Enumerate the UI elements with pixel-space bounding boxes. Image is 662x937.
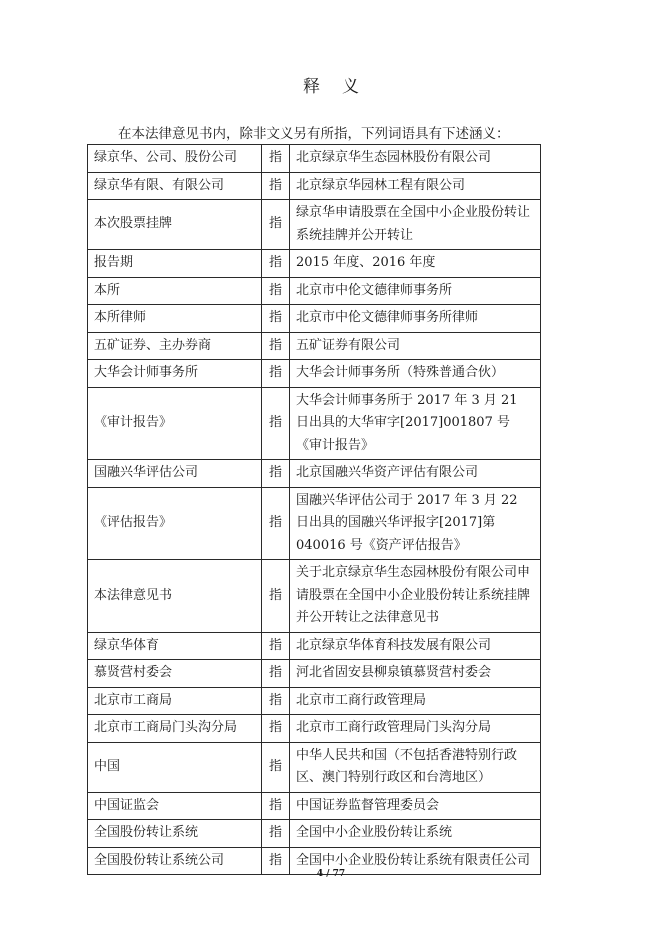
page-number: 4 / 77 (316, 869, 346, 879)
table-row (88, 360, 541, 388)
ref-cell: 指 (262, 305, 290, 333)
term-cell: 本次股票挂牌 (88, 200, 262, 250)
definition-cell: 北京绿京华生态园林股份有限公司 (290, 145, 541, 173)
intro-paragraph: 在本法律意见书内，除非文义另有所指，下列词语具有下述涵义： (118, 126, 510, 142)
definition-cell: 北京国融兴华资产评估有限公司 (290, 460, 541, 488)
term-cell: 本所律师 (88, 305, 262, 333)
table-row (88, 820, 541, 848)
definition-cell: 北京市中伦文德律师事务所 (290, 277, 541, 305)
term-cell: 慕贤营村委会 (88, 660, 262, 688)
definition-cell: 国融兴华评估公司于 2017 年 3 月 22 日出具的国融兴华评报字[2017]第 040016 号《资产评估报告》 (290, 487, 541, 560)
definition-cell: 北京市工商行政管理局门头沟分局 (290, 715, 541, 743)
ref-cell: 指 (262, 200, 290, 250)
term-cell: 全国股份转让系统公司 (88, 847, 262, 875)
definition-cell: 河北省固安县柳泉镇慕贤营村委会 (290, 660, 541, 688)
table-row (88, 145, 541, 173)
term-cell: 北京市工商局 (88, 687, 262, 715)
table-row (88, 632, 541, 660)
page-title: 释义 (303, 77, 381, 97)
ref-cell: 指 (262, 487, 290, 560)
definition-cell: 北京市工商行政管理局 (290, 687, 541, 715)
term-cell: 绿京华、公司、股份公司 (88, 145, 262, 173)
definition-cell: 全国中小企业股份转让系统有限责任公司 (290, 847, 541, 875)
definition-cell: 大华会计师事务所于 2017 年 3 月 21 日出具的大华审字[2017]001807 号《审计报告》 (290, 387, 541, 460)
term-cell: 本所 (88, 277, 262, 305)
table-row (88, 277, 541, 305)
table-row (88, 792, 541, 820)
definition-cell: 关于北京绿京华生态园林股份有限公司申请股票在全国中小企业股份转让系统挂牌并公开转让之法律意见书 (290, 560, 541, 633)
ref-cell: 指 (262, 847, 290, 875)
term-cell: 五矿证券、主办券商 (88, 332, 262, 360)
term-cell: 报告期 (88, 250, 262, 278)
definition-cell: 北京绿京华园林工程有限公司 (290, 172, 541, 200)
table-row (88, 305, 541, 333)
ref-cell: 指 (262, 820, 290, 848)
term-cell: 北京市工商局门头沟分局 (88, 715, 262, 743)
term-cell: 绿京华有限、有限公司 (88, 172, 262, 200)
ref-cell: 指 (262, 742, 290, 792)
term-cell: 中国证监会 (88, 792, 262, 820)
table-row (88, 742, 541, 792)
table-row (88, 332, 541, 360)
definition-cell: 2015 年度、2016 年度 (290, 250, 541, 278)
table-row (88, 250, 541, 278)
term-cell: 绿京华体育 (88, 632, 262, 660)
ref-cell: 指 (262, 387, 290, 460)
ref-cell: 指 (262, 632, 290, 660)
definition-cell: 中国证券监督管理委员会 (290, 792, 541, 820)
ref-cell: 指 (262, 660, 290, 688)
ref-cell: 指 (262, 715, 290, 743)
table-row (88, 172, 541, 200)
table-row (88, 660, 541, 688)
table-row (88, 460, 541, 488)
ref-cell: 指 (262, 332, 290, 360)
definition-cell: 全国中小企业股份转让系统 (290, 820, 541, 848)
definition-cell: 大华会计师事务所（特殊普通合伙） (290, 360, 541, 388)
term-cell: 本法律意见书 (88, 560, 262, 633)
definition-cell: 五矿证券有限公司 (290, 332, 541, 360)
ref-cell: 指 (262, 277, 290, 305)
definition-cell: 北京绿京华体育科技发展有限公司 (290, 632, 541, 660)
ref-cell: 指 (262, 460, 290, 488)
definition-cell: 绿京华申请股票在全国中小企业股份转让系统挂牌并公开转让 (290, 200, 541, 250)
definition-cell: 北京市中伦文德律师事务所律师 (290, 305, 541, 333)
definition-cell: 中华人民共和国（不包括香港特别行政区、澳门特别行政区和台湾地区） (290, 742, 541, 792)
table-row (88, 200, 541, 250)
term-cell: 《评估报告》 (88, 487, 262, 560)
ref-cell: 指 (262, 560, 290, 633)
ref-cell: 指 (262, 687, 290, 715)
table-row (88, 387, 541, 460)
ref-cell: 指 (262, 792, 290, 820)
term-cell: 国融兴华评估公司 (88, 460, 262, 488)
table-row (88, 687, 541, 715)
ref-cell: 指 (262, 172, 290, 200)
ref-cell: 指 (262, 250, 290, 278)
table-row (88, 487, 541, 560)
term-cell: 《审计报告》 (88, 387, 262, 460)
term-cell: 全国股份转让系统 (88, 820, 262, 848)
ref-cell: 指 (262, 145, 290, 173)
table-row (88, 715, 541, 743)
ref-cell: 指 (262, 360, 290, 388)
term-cell: 中国 (88, 742, 262, 792)
table-row (88, 560, 541, 633)
term-cell: 大华会计师事务所 (88, 360, 262, 388)
definitions-table (87, 144, 541, 875)
